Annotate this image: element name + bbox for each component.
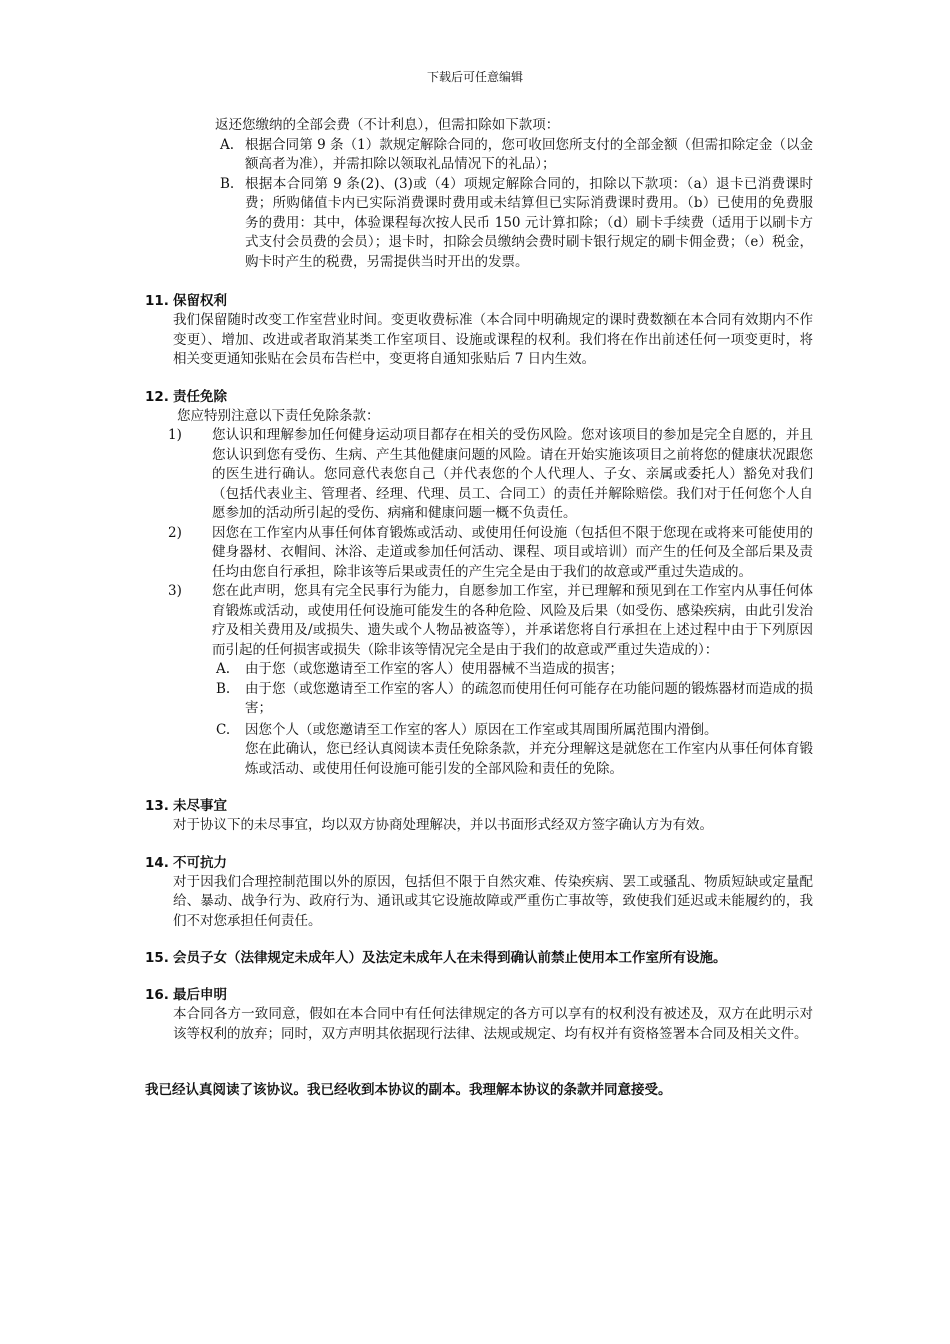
section-heading [145,853,813,873]
section-13 [145,796,813,836]
list-text: 因您个人（或您邀请至工作室的客人）原因在工作室或其周围所属范围内滑倒。 [245,721,718,738]
section-heading [145,387,813,407]
section-number: 15. [145,950,169,966]
section-text: 我们保留随时改变工作室营业时间。变更收费标准（本合同中明确规定的课时费数额在本合同有效期内不作变更）、增加、改进或者取消某类工作室项目、设施或课程的权利。我们将在作出前述任何一项变更时，将相关变更通知张贴在会员布告栏中，变更将自通知张贴后 7 日内生效。 [173,312,813,367]
section-title: 责任免除 [173,388,227,405]
section-intro: 您应特别注意以下责任免除条款： [177,407,380,424]
list-marker: C. [216,721,231,738]
list-text: 您认识和理解参加任何健身运动项目都存在相关的受伤风险。您对该项目的参加是完全自愿的，并且您认识到您有受伤、生病、产生其他健康问题的风险。请在开始实施该项目之前将您的健康状况跟您的医生进行确认。您同意代表您自己（并代表您的个人代理人、子女、亲属或委托人）豁免对我们（包括代表业主、管理者、经理、代理、员工、合同工）的责任并解除赔偿。我们对于任何您个人自愿参加的活动所引起的受伤、病痛和健康问题一概不负责任。 [212,427,813,521]
section-title: 最后申明 [173,987,227,1003]
section-11 [145,291,813,370]
section-text: 对于协议下的未尽事宜，均以双方协商处理解决，并以书面形式经双方签字确认方为有效。 [173,817,713,833]
section-text: 本合同各方一致同意，假如在本合同中有任何法律规定的各方可以享有的权利没有被述及，双方在此明示对该等权利的放弃；同时，双方声明其依据现行法律、法规或规定、均有权并有资格签署本合同及相关文件。 [173,1006,813,1042]
list-text: 您在此声明，您具有完全民事行为能力，自愿参加工作室，并已理解和预见到在工作室内从事任何体育锻炼或活动，或使用任何设施可能发生的各种危险、风险及后果（如受伤、感染疾病，由此引发治疗及相关费用及/或损失、遗失或个人物品被盗等），并承诺您将自行承担在上述过程中由于下列原因而引起的任何损害或损失（除非该等情况完全是由于我们的故意或严重过失造成的）： [212,583,813,658]
section-number: 13. [145,798,169,814]
section-12 [145,387,813,780]
section-title: 保留权利 [173,293,227,309]
list-marker: 1) [168,427,182,443]
section-heading [145,948,813,968]
list-item [220,136,813,175]
section-text: 对于因我们合理控制范围以外的原因，包括但不限于自然灾难、传染疾病、罢工或骚乱、物质短缺或定量配给、暴动、战争行为、政府行为、通讯或其它设施故障或严重伤亡事故等，致使我们延迟或未能履约的，我们不对您承担任何责任。 [173,873,813,929]
section-15 [145,948,813,968]
section-number: 12. [145,388,169,405]
list-marker: 2) [168,524,182,541]
list-item [168,426,813,524]
confirmation-text: 您在此确认，您已经认真阅读本责任免除条款，并充分理解这是就您在工作室内从事任何体育锻炼或活动、或使用任何设施可能引发的全部风险和责任的免除。 [245,741,813,777]
sub-list-item [216,660,813,680]
refund-clause [145,116,813,272]
section-title: 未尽事宜 [173,798,227,814]
sub-list-item [216,721,813,741]
page-header: 下载后可任意编辑 [426,70,523,84]
list-text: 因您在工作室内从事任何体育锻炼或活动、或使用任何设施（包括但不限于您现在或将来可能使用的健身器材、衣帽间、沐浴、走道或参加任何活动、课程、项目或培训）而产生的任何及全部后果及责任均由您自行承担，除非该等后果或责任的产生完全是由于我们的故意或严重过失造成的。 [212,524,813,580]
list-text: 根据本合同第 9 条(2)、(3)或（4）项规定解除合同的，扣除以下款项：（a）退卡已消费课时费；所购储值卡内已实际消费课时费用或未结算但已实际消费课时费用。（b）已使用的免费服务的费用：其中，体验课程每次按人民币 150 元计算扣除；（d）刷卡手续费（适用于以刷卡方式支付会员费的会员）；退卡时，扣除会员缴纳会费时刷卡银行规定的刷卡佣金费；（e）税金，购卡时产生的税费，另需提供当时开出的发票。 [245,175,813,270]
closing-statement: 我已经认真阅读了该协议。我已经收到本协议的副本。我理解本协议的条款并同意接受。 [145,1082,672,1098]
list-marker: B. [220,175,235,192]
section-number: 11. [145,293,169,309]
list-text: 由于您（或您邀请至工作室的客人）的疏忽而使用任何可能存在功能问题的锻炼器材而造成的损害； [245,680,813,716]
list-marker: 3) [168,583,182,599]
section-16 [145,985,813,1044]
list-marker: B. [216,680,231,697]
section-number: 16. [145,987,169,1003]
section-title: 会员子女（法律规定未成年人）及法定未成年人在未得到确认前禁止使用本工作室所有设施。 [173,950,727,966]
list-item [168,582,813,660]
list-text: 根据合同第 9 条（1）款规定解除合同的，您可收回您所支付的全部金额（但需扣除定金（以金额高者为准），并需扣除以领取礼品情况下的礼品）； [245,136,813,172]
refund-intro: 返还您缴纳的全部会费（不计利息），但需扣除如下款项： [215,117,560,133]
list-text: 由于您（或您邀请至工作室的客人）使用器械不当造成的损害； [245,661,623,677]
list-marker: A. [216,661,231,677]
list-marker: A. [220,136,235,153]
section-number: 14. [145,854,169,871]
document-body [145,116,813,1100]
list-item [168,524,813,583]
section-14 [145,853,813,932]
list-item [220,175,813,273]
sub-list-item [216,680,813,719]
section-heading [145,985,813,1005]
section-title: 不可抗力 [173,854,227,871]
section-heading [145,291,813,311]
section-heading [145,796,813,816]
